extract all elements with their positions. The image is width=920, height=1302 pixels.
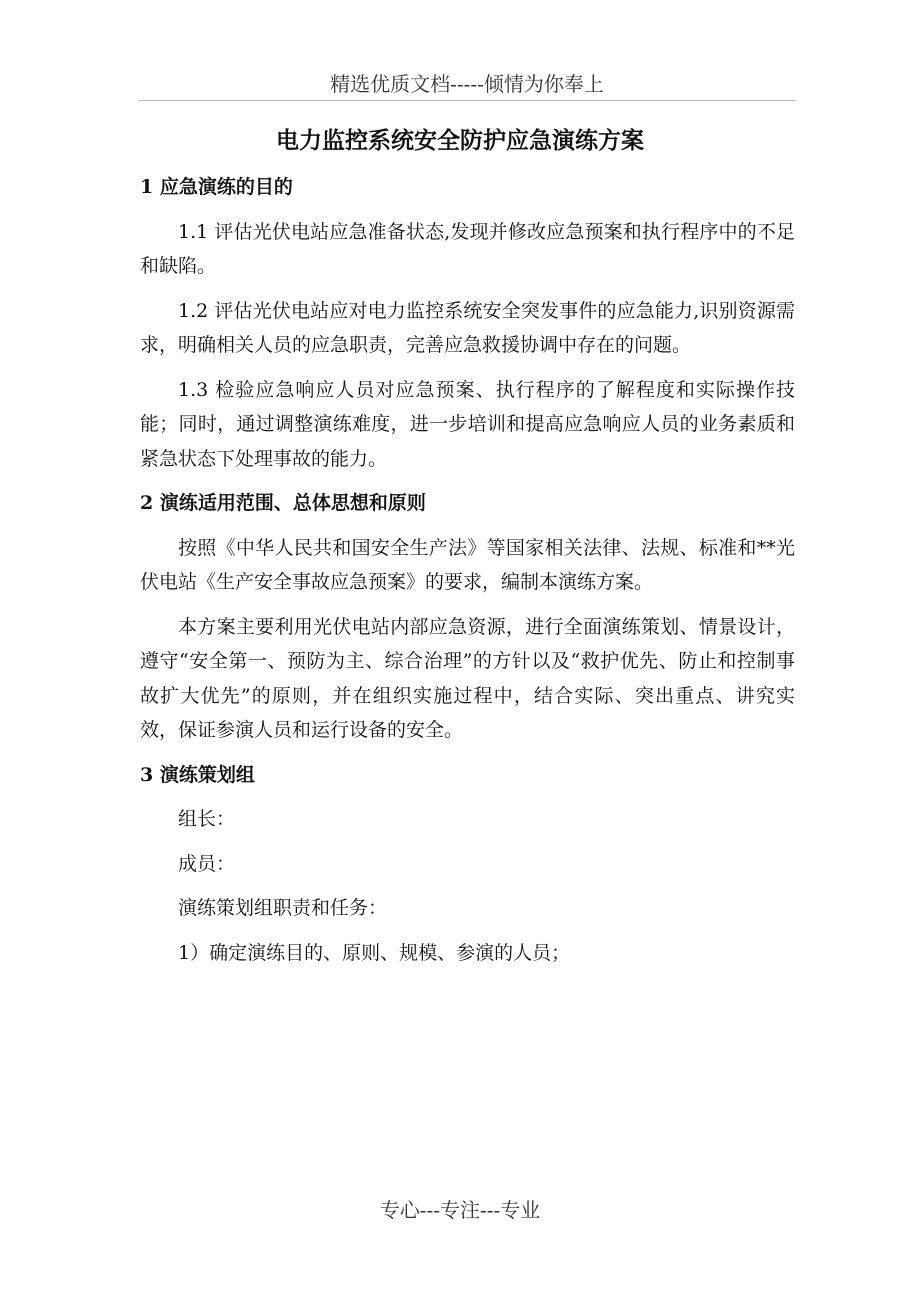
paragraph-1-2: 1.2 评估光伏电站应对电力监控系统安全突发事件的应急能力,识别资源需求，明确相关人员的应急职责，完善应急救援协调中存在的问题。 bbox=[140, 299, 795, 356]
section-heading-2: 2 演练适用范围、总体思想和原则 bbox=[140, 492, 426, 514]
section-heading-1: 1 应急演练的目的 bbox=[140, 176, 293, 198]
page-footer: 专心---专注---专业 bbox=[379, 1198, 541, 1222]
paragraph-1-3: 1.3 检验应急响应人员对应急预案、执行程序的了解程度和实际操作技能；同时，通过调整演练难度，进一步培训和提高应急响应人员的业务素质和紧急状态下处理事故的能力。 bbox=[140, 378, 795, 470]
section-heading-3: 3 演练策划组 bbox=[140, 763, 255, 786]
paragraph-2-2: 本方案主要利用光伏电站内部应急资源，进行全面演练策划、情景设计，遵守“安全第一、预防为主、综合治理”的方针以及“救护优先、防止和控制事故扩大优先”的原则，并在组织实施过程中，结合实际、突出重点、讲究实效，保证参演人员和运行设备的安全。 bbox=[140, 615, 795, 741]
duty-item-1: 1）确定演练目的、原则、规模、参演的人员； bbox=[178, 941, 571, 964]
page-header: 精选优质文档-----倾情为你奉上 bbox=[138, 68, 796, 101]
document-title: 电力监控系统安全防护应急演练方案 bbox=[276, 127, 644, 154]
leader-label: 组长： bbox=[178, 808, 236, 830]
document-body bbox=[140, 170, 795, 980]
paragraph-1-1: 1.1 评估光伏电站应急准备状态,发现并修改应急预案和执行程序中的不足和缺陷。 bbox=[140, 220, 795, 277]
members-label: 成员： bbox=[178, 852, 236, 875]
paragraph-2-1: 按照《中华人民共和国安全生产法》等国家相关法律、法规、标准和**光伏电站《生产安全事故应急预案》的要求，编制本演练方案。 bbox=[140, 536, 795, 593]
duties-label: 演练策划组职责和任务： bbox=[178, 897, 388, 919]
